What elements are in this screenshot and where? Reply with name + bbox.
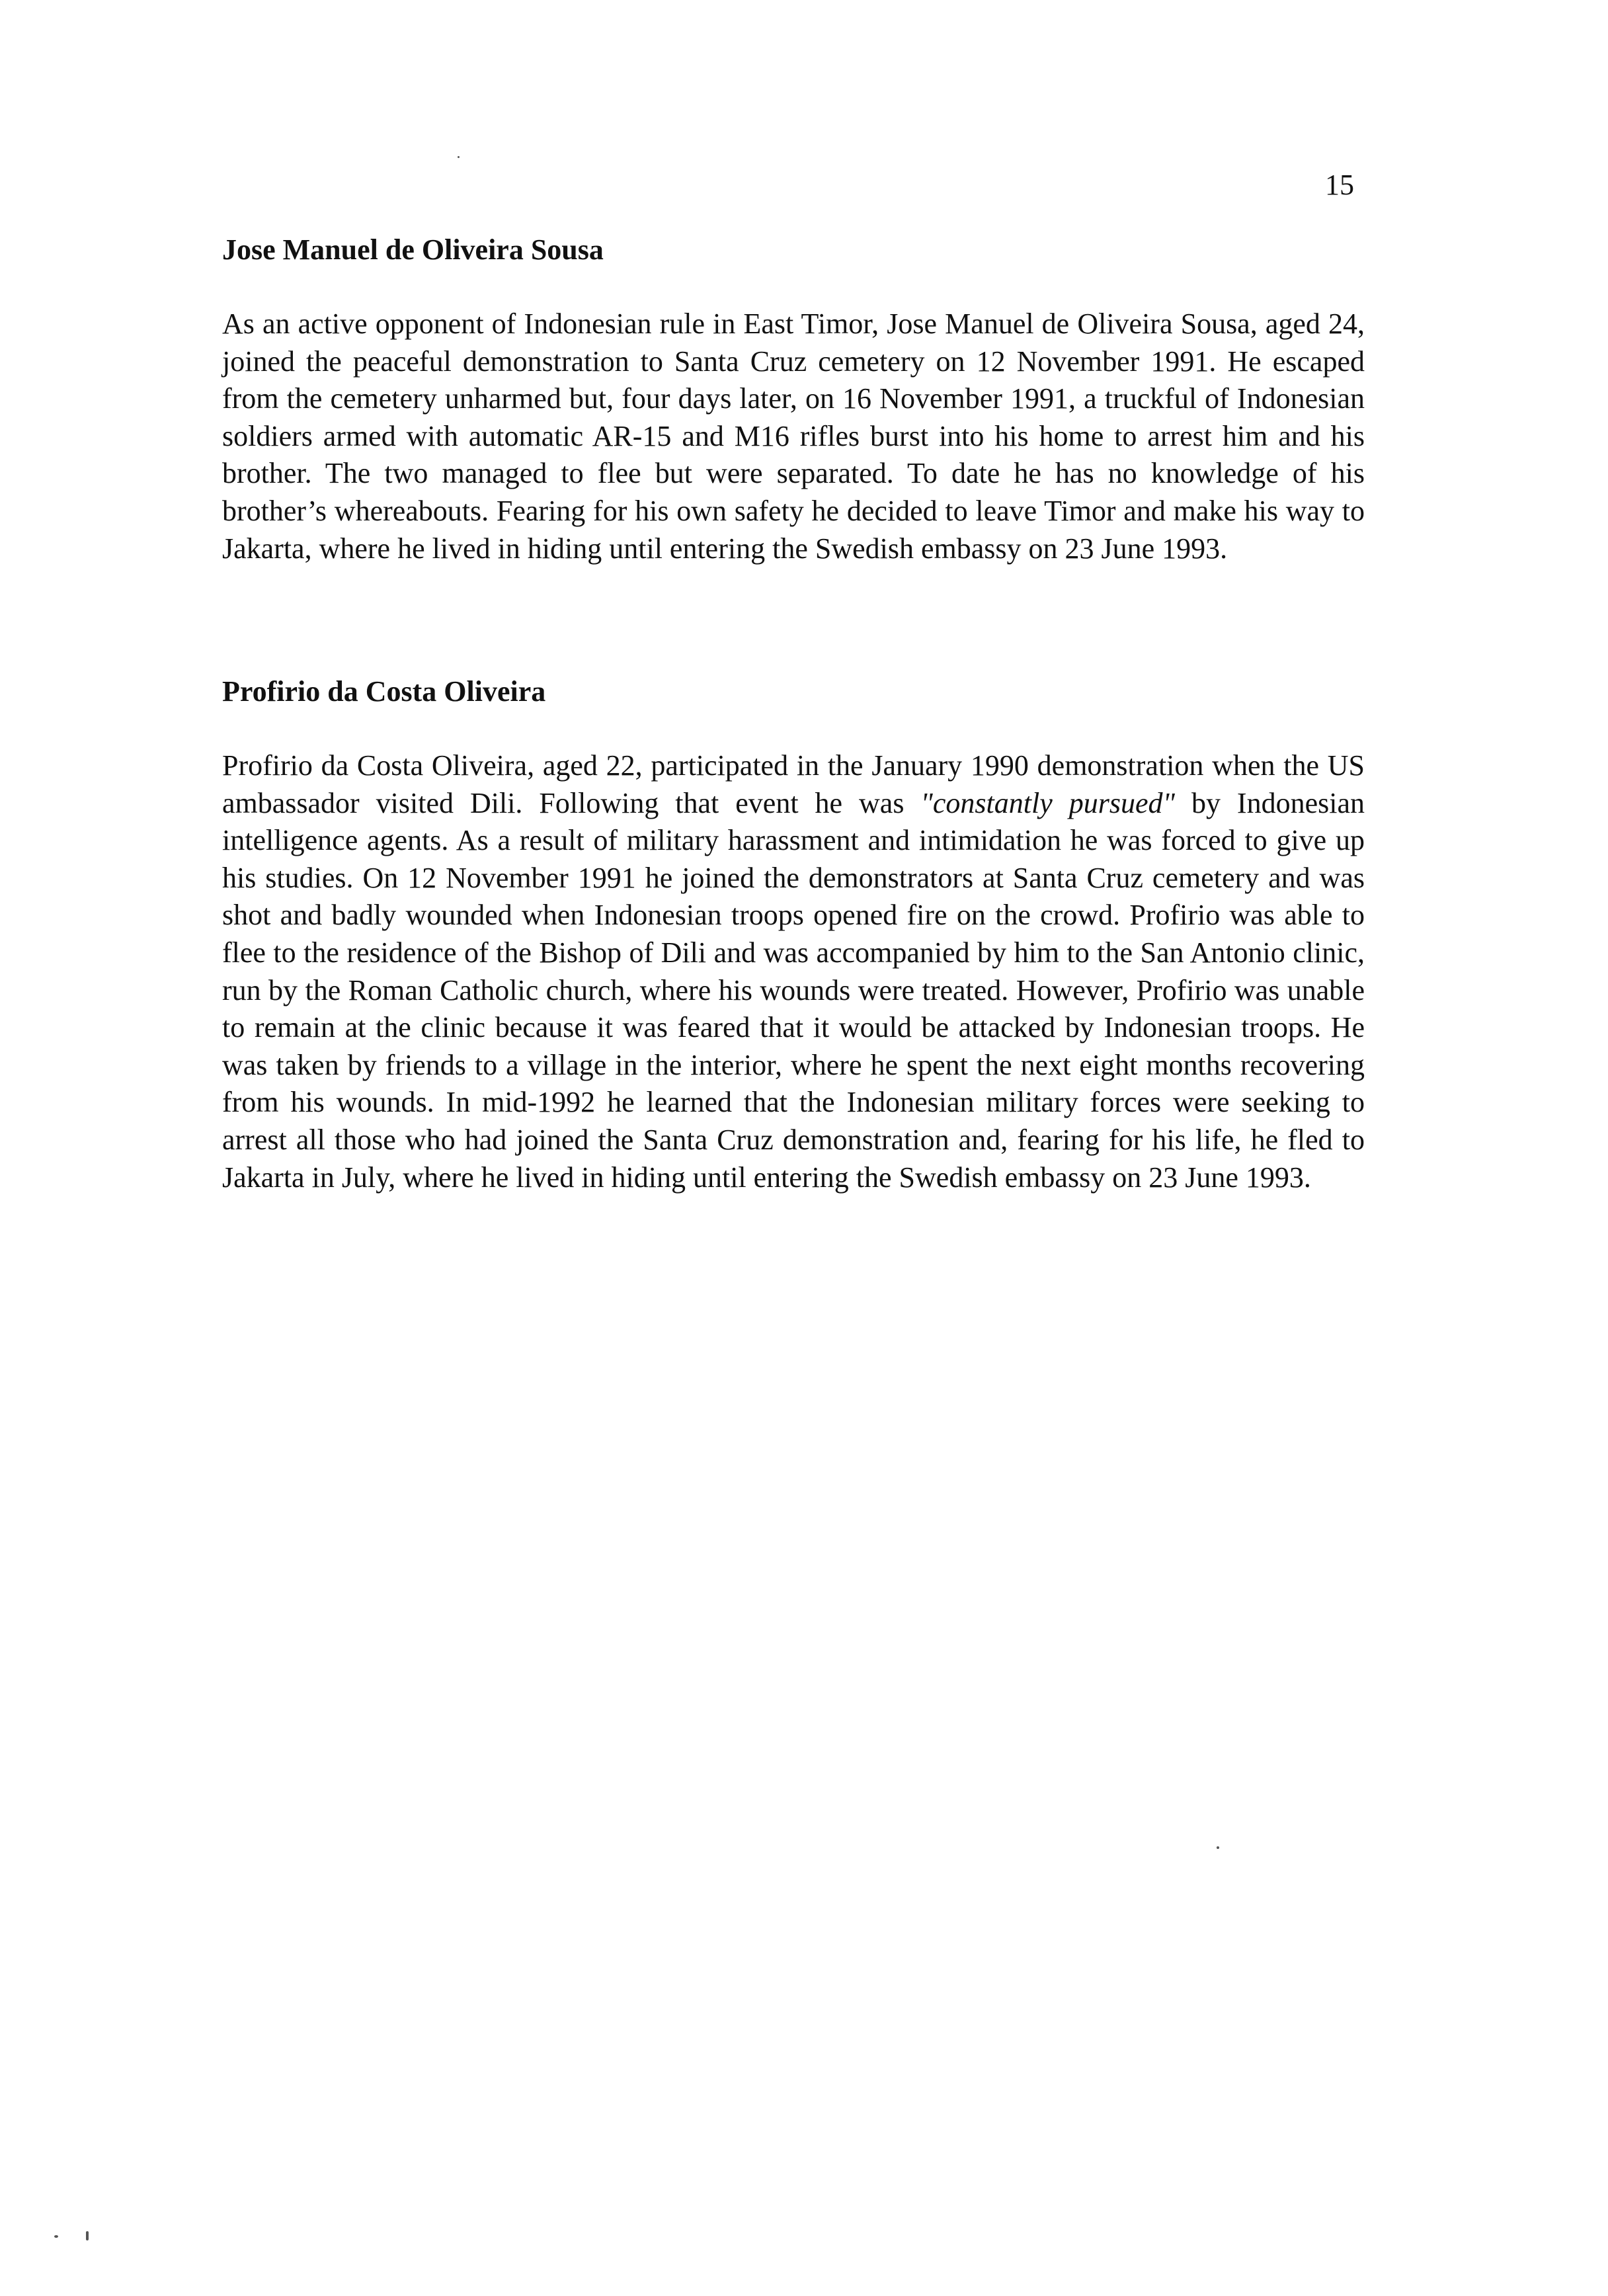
page-number: 15 xyxy=(1325,169,1354,201)
section-heading: Profirio da Costa Oliveira xyxy=(222,675,546,708)
section-paragraph xyxy=(222,747,1365,1196)
scan-speck xyxy=(86,2231,89,2240)
paragraph-text: by Indonesian intelligence agents. As a result of military harassment and intimidation he was forced to give up his studies. On 12 November 1991 he joined the demonstrators at Santa Cruz cemetery and was shot and badly wounded when Indonesian troops opened fire on the crowd. Profirio was able to flee to the residence of the Bishop of Dili and was accompanied by him to the San Antonio clinic, run by the Roman Catholic church, where his wounds were treated. However, Profirio was unable to remain at the clinic because it was feared that it would be attacked by Indonesian troops. He was taken by friends to a village in the interior, where he spent the next eight months recovering from his wounds. In mid-1992 he learned that the Indonesian military forces were seeking to arrest all those who had joined the Santa Cruz demonstration and, fearing for his life, he fled to Jakarta in July, where he lived in hiding until entering the Swedish embassy on 23 June 1993. xyxy=(222,786,1365,1194)
section-paragraph: As an active opponent of Indonesian rule in East Timor, Jose Manuel de Oliveira Sousa, aged 24, joined the peaceful demonstration to Santa Cruz cemetery on 12 November 1991. He escaped from the cemetery unharmed but, four days later, on 16 November 1991, a truckful of Indonesian soldiers armed with automatic AR-15 and M16 rifles burst into his home to arrest him and his brother. The two managed to flee but were separated. To date he has no knowledge of his brother’s whereabouts. Fearing for his own safety he decided to leave Timor and make his way to Jakarta, where he lived in hiding until entering the Swedish embassy on 23 June 1993. xyxy=(222,308,1365,565)
section-heading: Jose Manuel de Oliveira Sousa xyxy=(222,233,604,266)
section-jose-manuel-de-oliveira-sousa xyxy=(222,231,1365,567)
scan-speck xyxy=(458,156,460,158)
quoted-phrase: "constantly pursued" xyxy=(920,786,1175,819)
section-profirio-da-costa-oliveira xyxy=(222,673,1365,1196)
scan-speck xyxy=(1217,1846,1219,1849)
scan-speck xyxy=(54,2235,58,2238)
paragraph-text: Profirio da Costa Oliveira, aged 22, participated in the January 1990 demonstration when the US ambassador visited Dili. Following that event he was xyxy=(222,749,1365,819)
